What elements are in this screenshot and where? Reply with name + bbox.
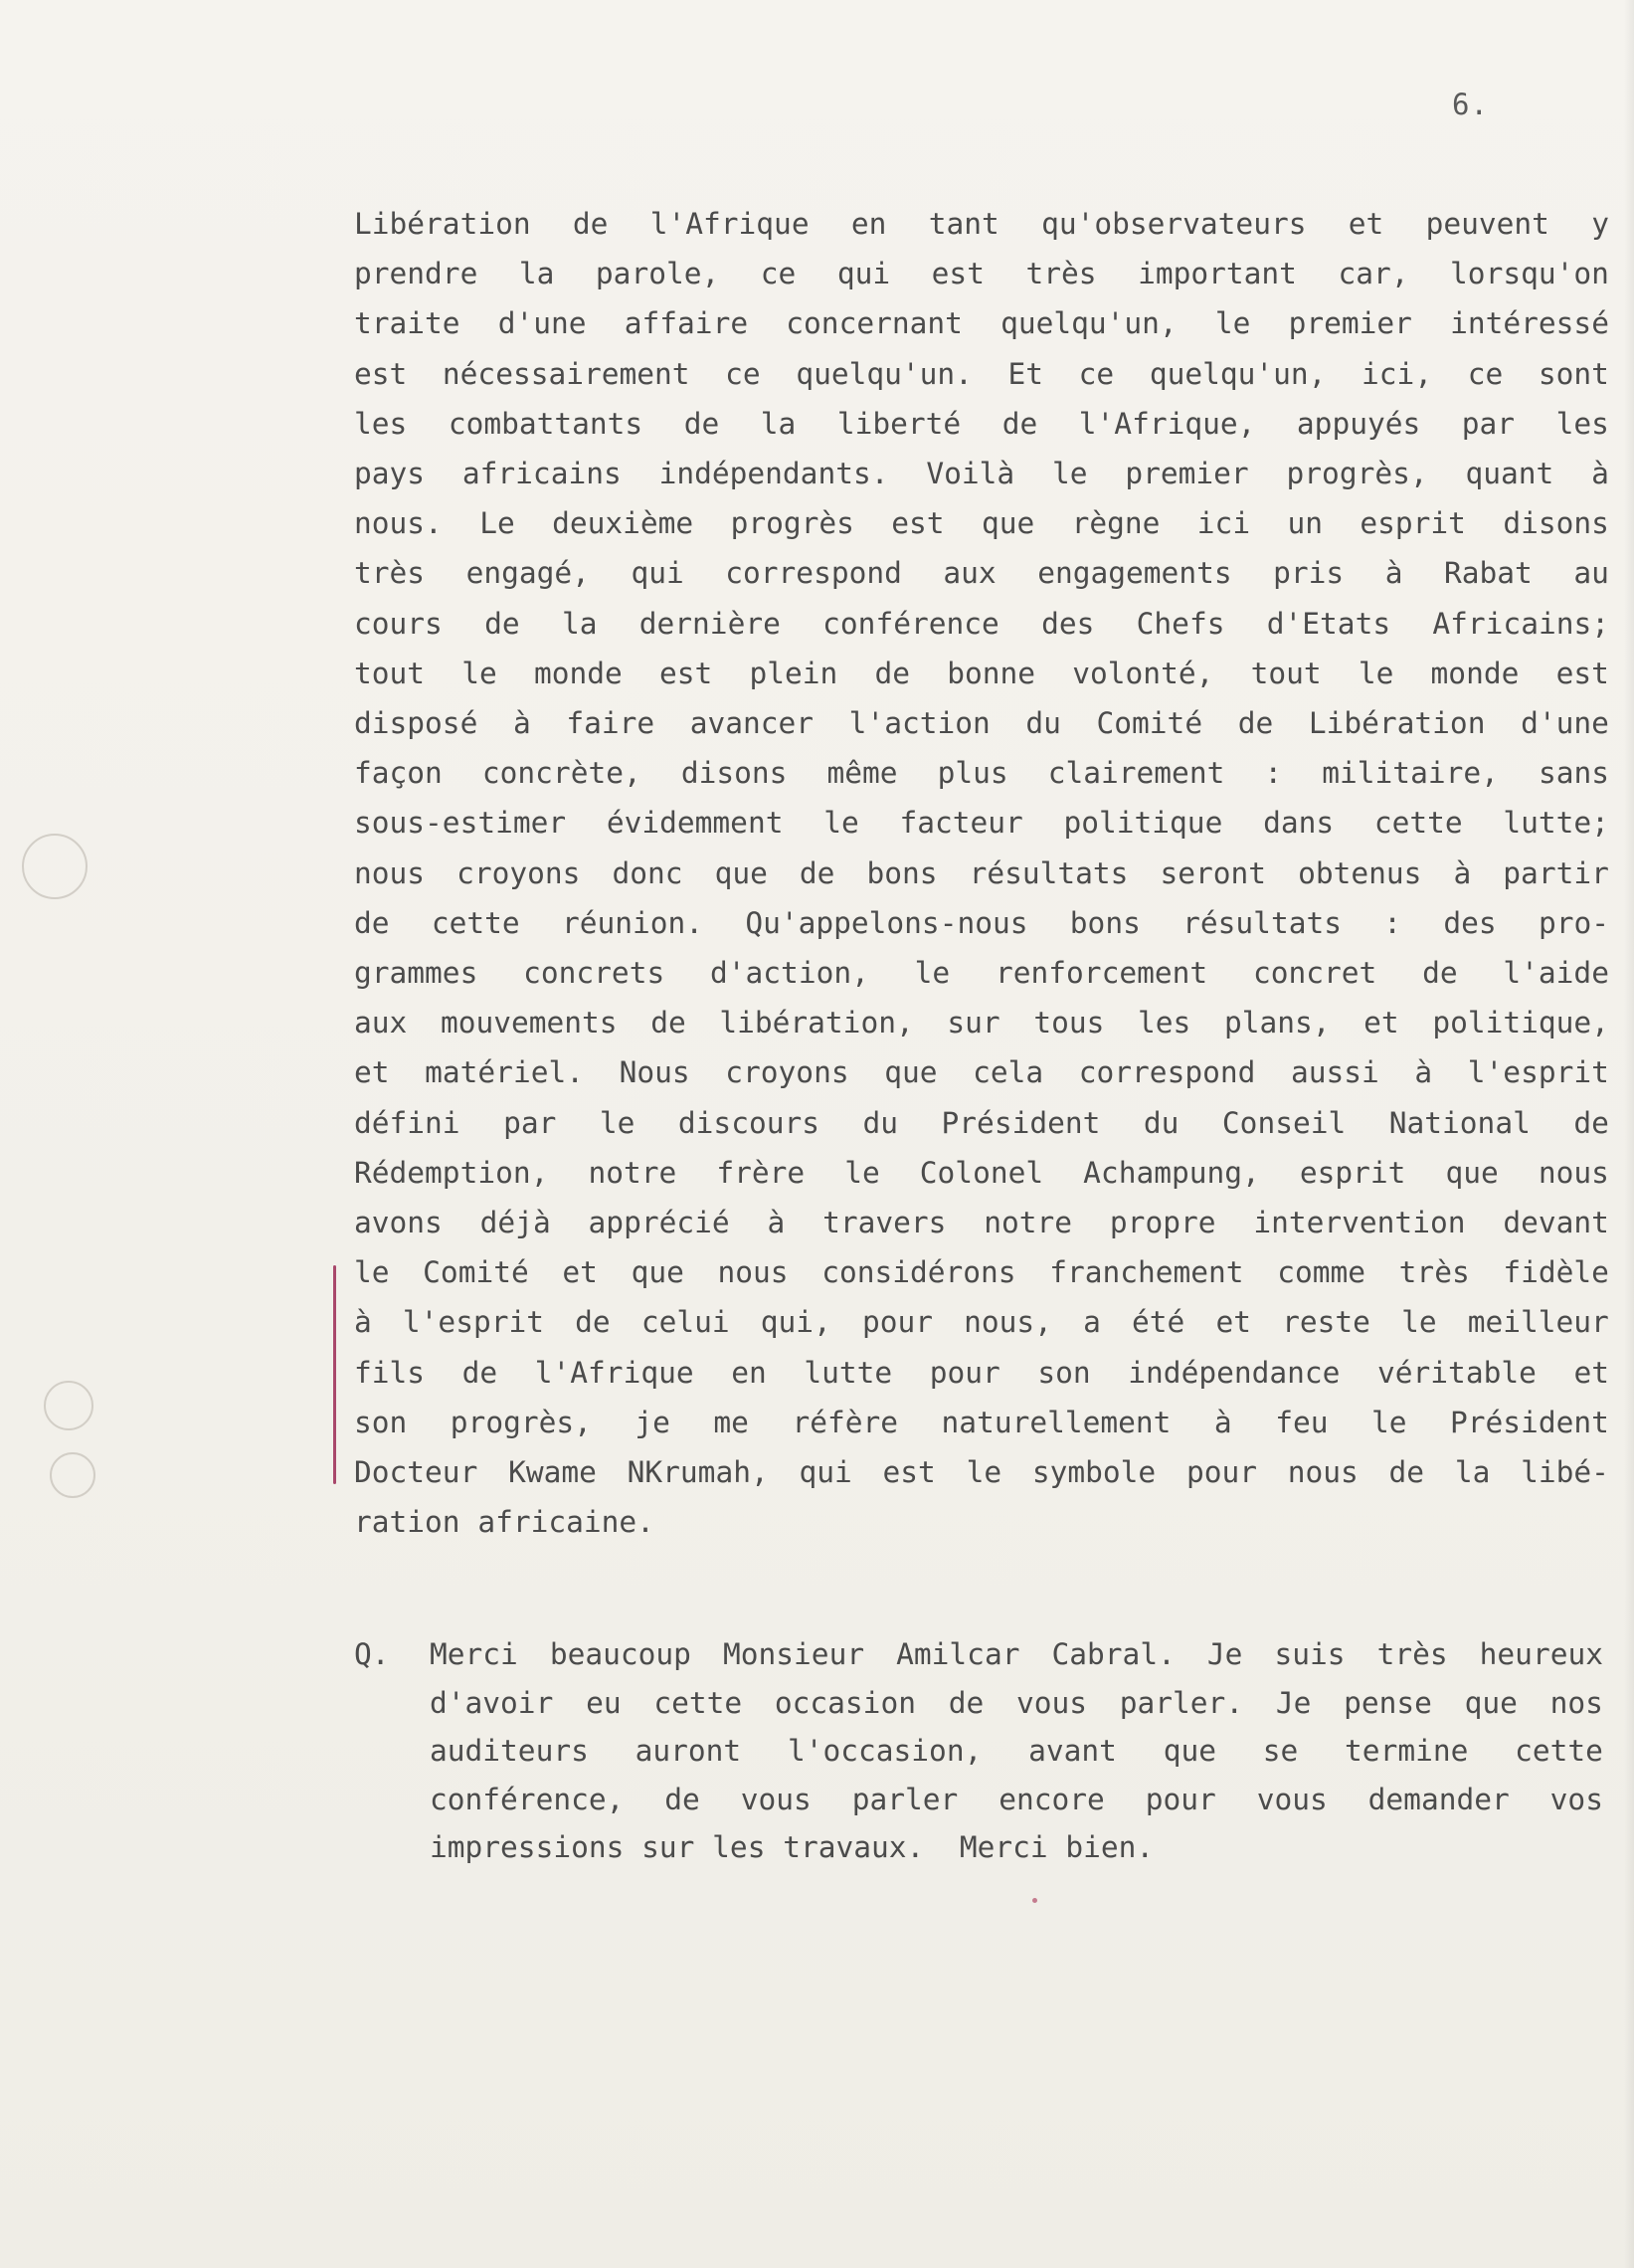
punch-hole-mark (50, 1452, 95, 1498)
text-line: avons déjà apprécié à travers notre propre intervention devant (354, 1206, 1609, 1239)
text-line: ration africaine. (354, 1505, 654, 1540)
text-line: auditeurs auront l'occasion, avant que se termine cette (430, 1734, 1603, 1768)
text-line: nous croyons donc que de bons résultats seront obtenus à partir (354, 855, 1609, 890)
text-line: le Comité et que nous considérons franchement comme très fidèle (354, 1255, 1609, 1290)
text-line: traite d'une affaire concernant quelqu'un, le premier intéressé (354, 306, 1609, 341)
text-line: et matériel. Nous croyons que cela correspond aussi à l'esprit (354, 1055, 1609, 1090)
text-line: sous-estimer évidemment le facteur politique dans cette lutte; (354, 806, 1609, 841)
text-line: aux mouvements de libération, sur tous les plans, et politique, (354, 1006, 1609, 1040)
page-edge-shadow (1624, 0, 1634, 2268)
text-line: prendre la parole, ce qui est très important car, lorsqu'on (354, 257, 1609, 291)
text-line: grammes concrets d'action, le renforcement concret de l'aide (354, 956, 1609, 990)
punch-hole-mark (44, 1381, 93, 1430)
text-line: façon concrète, disons même plus clairement : militaire, sans (354, 756, 1609, 791)
text-line: Libération de l'Afrique en tant qu'observateurs et peuvent y (354, 207, 1609, 241)
text-line: très engagé, qui correspond aux engagements pris à Rabat au (354, 556, 1609, 591)
text-line: de cette réunion. Qu'appelons-nous bons résultats : des pro- (354, 905, 1609, 940)
text-line: nous. Le deuxième progrès est que règne ici un esprit disons (354, 506, 1609, 541)
text-line: Rédemption, notre frère le Colonel Achampung, esprit que nous (354, 1155, 1609, 1190)
punch-hole-mark (22, 834, 88, 899)
text-line: son progrès, je me réfère naturellement à feu le Président (354, 1405, 1609, 1439)
text-line: impressions sur les travaux. Merci bien. (430, 1830, 1155, 1864)
text-line: défini par le discours du Président du Conseil National de (354, 1105, 1609, 1140)
text-line: pays africains indépendants. Voilà le premier progrès, quant à (354, 457, 1609, 490)
text-line: Docteur Kwame NKrumah, qui est le symbole pour nous de la libé- (354, 1455, 1609, 1489)
text-line: Merci beaucoup Monsieur Amilcar Cabral. Je suis très heureux (430, 1637, 1603, 1671)
margin-annotation-line (333, 1265, 336, 1484)
text-line: disposé à faire avancer l'action du Comité de Libération d'une (354, 706, 1609, 740)
page-number: 6. (1452, 88, 1489, 121)
text-line: les combattants de la liberté de l'Afrique, appuyés par les (354, 406, 1609, 441)
text-line: tout le monde est plein de bonne volonté, tout le monde est (354, 656, 1609, 690)
text-line: conférence, de vous parler encore pour vous demander vos (430, 1782, 1603, 1816)
text-line: fils de l'Afrique en lutte pour son indépendance véritable et (354, 1355, 1609, 1390)
ink-dot (1032, 1898, 1037, 1903)
text-line: d'avoir eu cette occasion de vous parler. Je pense que nos (430, 1685, 1603, 1720)
text-line: cours de la dernière conférence des Chefs d'Etats Africains; (354, 606, 1609, 641)
text-line: à l'esprit de celui qui, pour nous, a été et reste le meilleur (354, 1305, 1609, 1340)
question-label: Q. (354, 1637, 390, 1671)
text-line: est nécessairement ce quelqu'un. Et ce quelqu'un, ici, ce sont (354, 356, 1609, 391)
